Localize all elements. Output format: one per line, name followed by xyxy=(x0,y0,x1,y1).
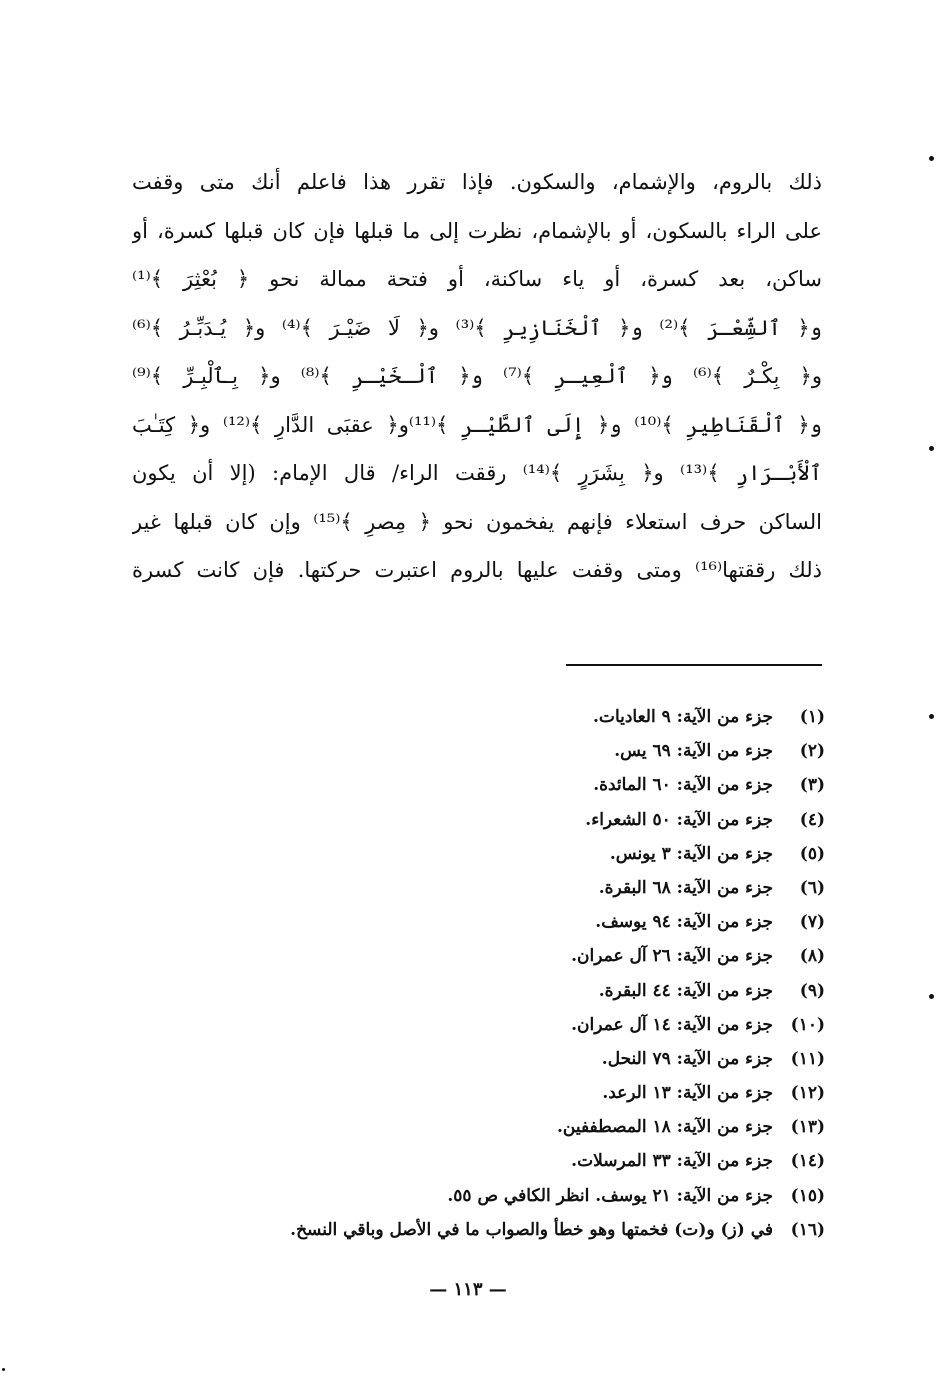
footnote-text: جزء من الآية: ٩ العاديات. xyxy=(593,707,773,727)
body-line: ساكن، بعد كسرة، أو ياء ساكنة، أو فتحة ممالة نحو ﴿ بُعْثِرَ ﴾⁽¹⁾ xyxy=(132,267,822,291)
footnote-number: (١٢) xyxy=(790,1083,825,1104)
footnote-number: (١٥) xyxy=(790,1185,825,1206)
footnote-text: في (ز) و(ت) فخمتها وهو خطأ والصواب ما في الأصل وباقي النسخ. xyxy=(290,1219,773,1240)
footnote-item xyxy=(140,1008,825,1042)
body-line: و﴿ بِكْـرٌ ﴾⁽⁶⁾ و﴿ ٱلْعِيـرِ ﴾⁽⁷⁾ و﴿ ٱلْـخَيْـرِ ﴾⁽⁸⁾ و﴿ بِـٱلْبِـرِّ ﴾⁽⁹⁾ xyxy=(132,364,822,388)
footnote-number: (٧) xyxy=(799,912,825,933)
footnote-text: جزء من الآية: ١٣ الرعد. xyxy=(602,1083,773,1104)
footnote-number: (٩) xyxy=(799,980,825,1001)
footnote-number: (١٠) xyxy=(790,1014,825,1035)
footnote-item xyxy=(140,700,825,734)
footnote-text: جزء من الآية: ٣٣ المرسلات. xyxy=(571,1151,773,1172)
footnote-item xyxy=(140,871,825,905)
footnote-text: جزء من الآية: ٥٠ الشعراء. xyxy=(585,809,773,830)
footnote-text: جزء من الآية: ٣ يونس. xyxy=(609,843,773,864)
main-text-block xyxy=(132,158,822,595)
body-line: و﴿ ٱلشِّعْـرَ ﴾⁽²⁾ و﴿ ٱلْخَنَازِيرِ ﴾⁽³⁾ و﴿ لَا ضَيْـرَ ﴾⁽⁴⁾ و﴿ يُـدَبِّـرُ ﴾⁽⁶⁾ xyxy=(132,315,822,340)
footnote-item xyxy=(140,803,825,837)
body-line: و﴿ ٱلْقَنَاطِيرِ ﴾⁽¹⁰⁾ و﴿ إِلَى ٱلطَّيْـرِ ﴾⁽¹¹⁾و﴿ عقبَى الدَّارِ ﴾⁽¹²⁾ و﴿ كِتَـٰبَ xyxy=(132,412,822,437)
footnote-item xyxy=(140,1213,825,1247)
footnote-item xyxy=(140,734,825,768)
footnote-number: (١٤) xyxy=(790,1151,825,1172)
body-line: على الراء بالسكون، أو بالإشمام، نظرت إلى ما قبلها فإن كان قبلها كسرة، أو xyxy=(132,218,822,243)
margin-mark xyxy=(929,714,934,719)
footnote-number: (٣) xyxy=(799,775,825,796)
footnote-number: (١١) xyxy=(790,1048,825,1069)
footnote-text: جزء من الآية: ٩٤ يوسف. xyxy=(595,912,773,933)
margin-mark xyxy=(929,446,934,451)
footnote-text: جزء من الآية: ٦٠ المائدة. xyxy=(593,775,773,796)
footnote-text: جزء من الآية: ٧٩ النحل. xyxy=(601,1048,773,1069)
footnote-number: (٥) xyxy=(799,843,825,864)
footnote-item xyxy=(140,939,825,973)
body-line: الساكن حرف استعلاء فإنهم يفخمون نحو ﴿ مِصرِ ﴾⁽¹⁵⁾ وإن كان قبلها غير xyxy=(132,509,822,534)
footnote-number: (٤) xyxy=(799,809,825,830)
footnote-item xyxy=(140,974,825,1008)
margin-mark xyxy=(929,156,934,161)
footnote-text: جزء من الآية: ٢١ يوسف. انظر الكافي ص ٥٥. xyxy=(447,1185,773,1206)
footnote-item xyxy=(140,905,825,939)
body-line: ذلك رققتها⁽¹⁶⁾ ومتى وقفت عليها بالروم اعتبرت حركتها. فإن كانت كسرة xyxy=(132,558,822,582)
footnote-text: جزء من الآية: ١٤ آل عمران. xyxy=(571,1014,773,1035)
footnote-text: جزء من الآية: ٦٨ البقرة. xyxy=(598,877,773,898)
body-line: ٱلْأَبْـرَارِ ﴾⁽¹³⁾ و﴿ بِشَرَرٍ ﴾⁽¹⁴⁾ رققت الراء/ قال الإمام: (إلا أن يكون xyxy=(132,461,822,485)
page-number: — ١١٣ — xyxy=(429,1279,507,1300)
footnote-item xyxy=(140,837,825,871)
body-line: ذلك بالروم، والإشمام، والسكون. فإذا تقرر هذا فاعلم أنك متى وقفت xyxy=(132,170,822,194)
footnote-item xyxy=(140,1179,825,1213)
footnote-number: (٢) xyxy=(799,741,825,762)
footnote-number: (١٣) xyxy=(790,1117,825,1138)
footnote-item xyxy=(140,1076,825,1110)
footnotes-list xyxy=(140,700,825,1247)
footnote-separator xyxy=(566,664,822,666)
footnote-number: (١٦) xyxy=(790,1219,825,1240)
footnote-number: (٨) xyxy=(799,946,825,967)
footnote-item xyxy=(140,1144,825,1178)
footnote-item xyxy=(140,768,825,802)
footnote-text: جزء من الآية: ٢٦ آل عمران. xyxy=(571,946,773,967)
footnote-text: جزء من الآية: ٦٩ يس. xyxy=(614,741,773,762)
margin-mark xyxy=(2,1368,5,1371)
footnote-number: (٦) xyxy=(799,877,825,898)
footnote-item xyxy=(140,1110,825,1144)
margin-mark xyxy=(929,994,934,999)
footnote-item xyxy=(140,1042,825,1076)
footnote-number: (١) xyxy=(799,707,825,727)
footnote-text: جزء من الآية: ٤٤ البقرة. xyxy=(598,980,773,1001)
footnote-text: جزء من الآية: ١٨ المصطففين. xyxy=(556,1117,773,1138)
